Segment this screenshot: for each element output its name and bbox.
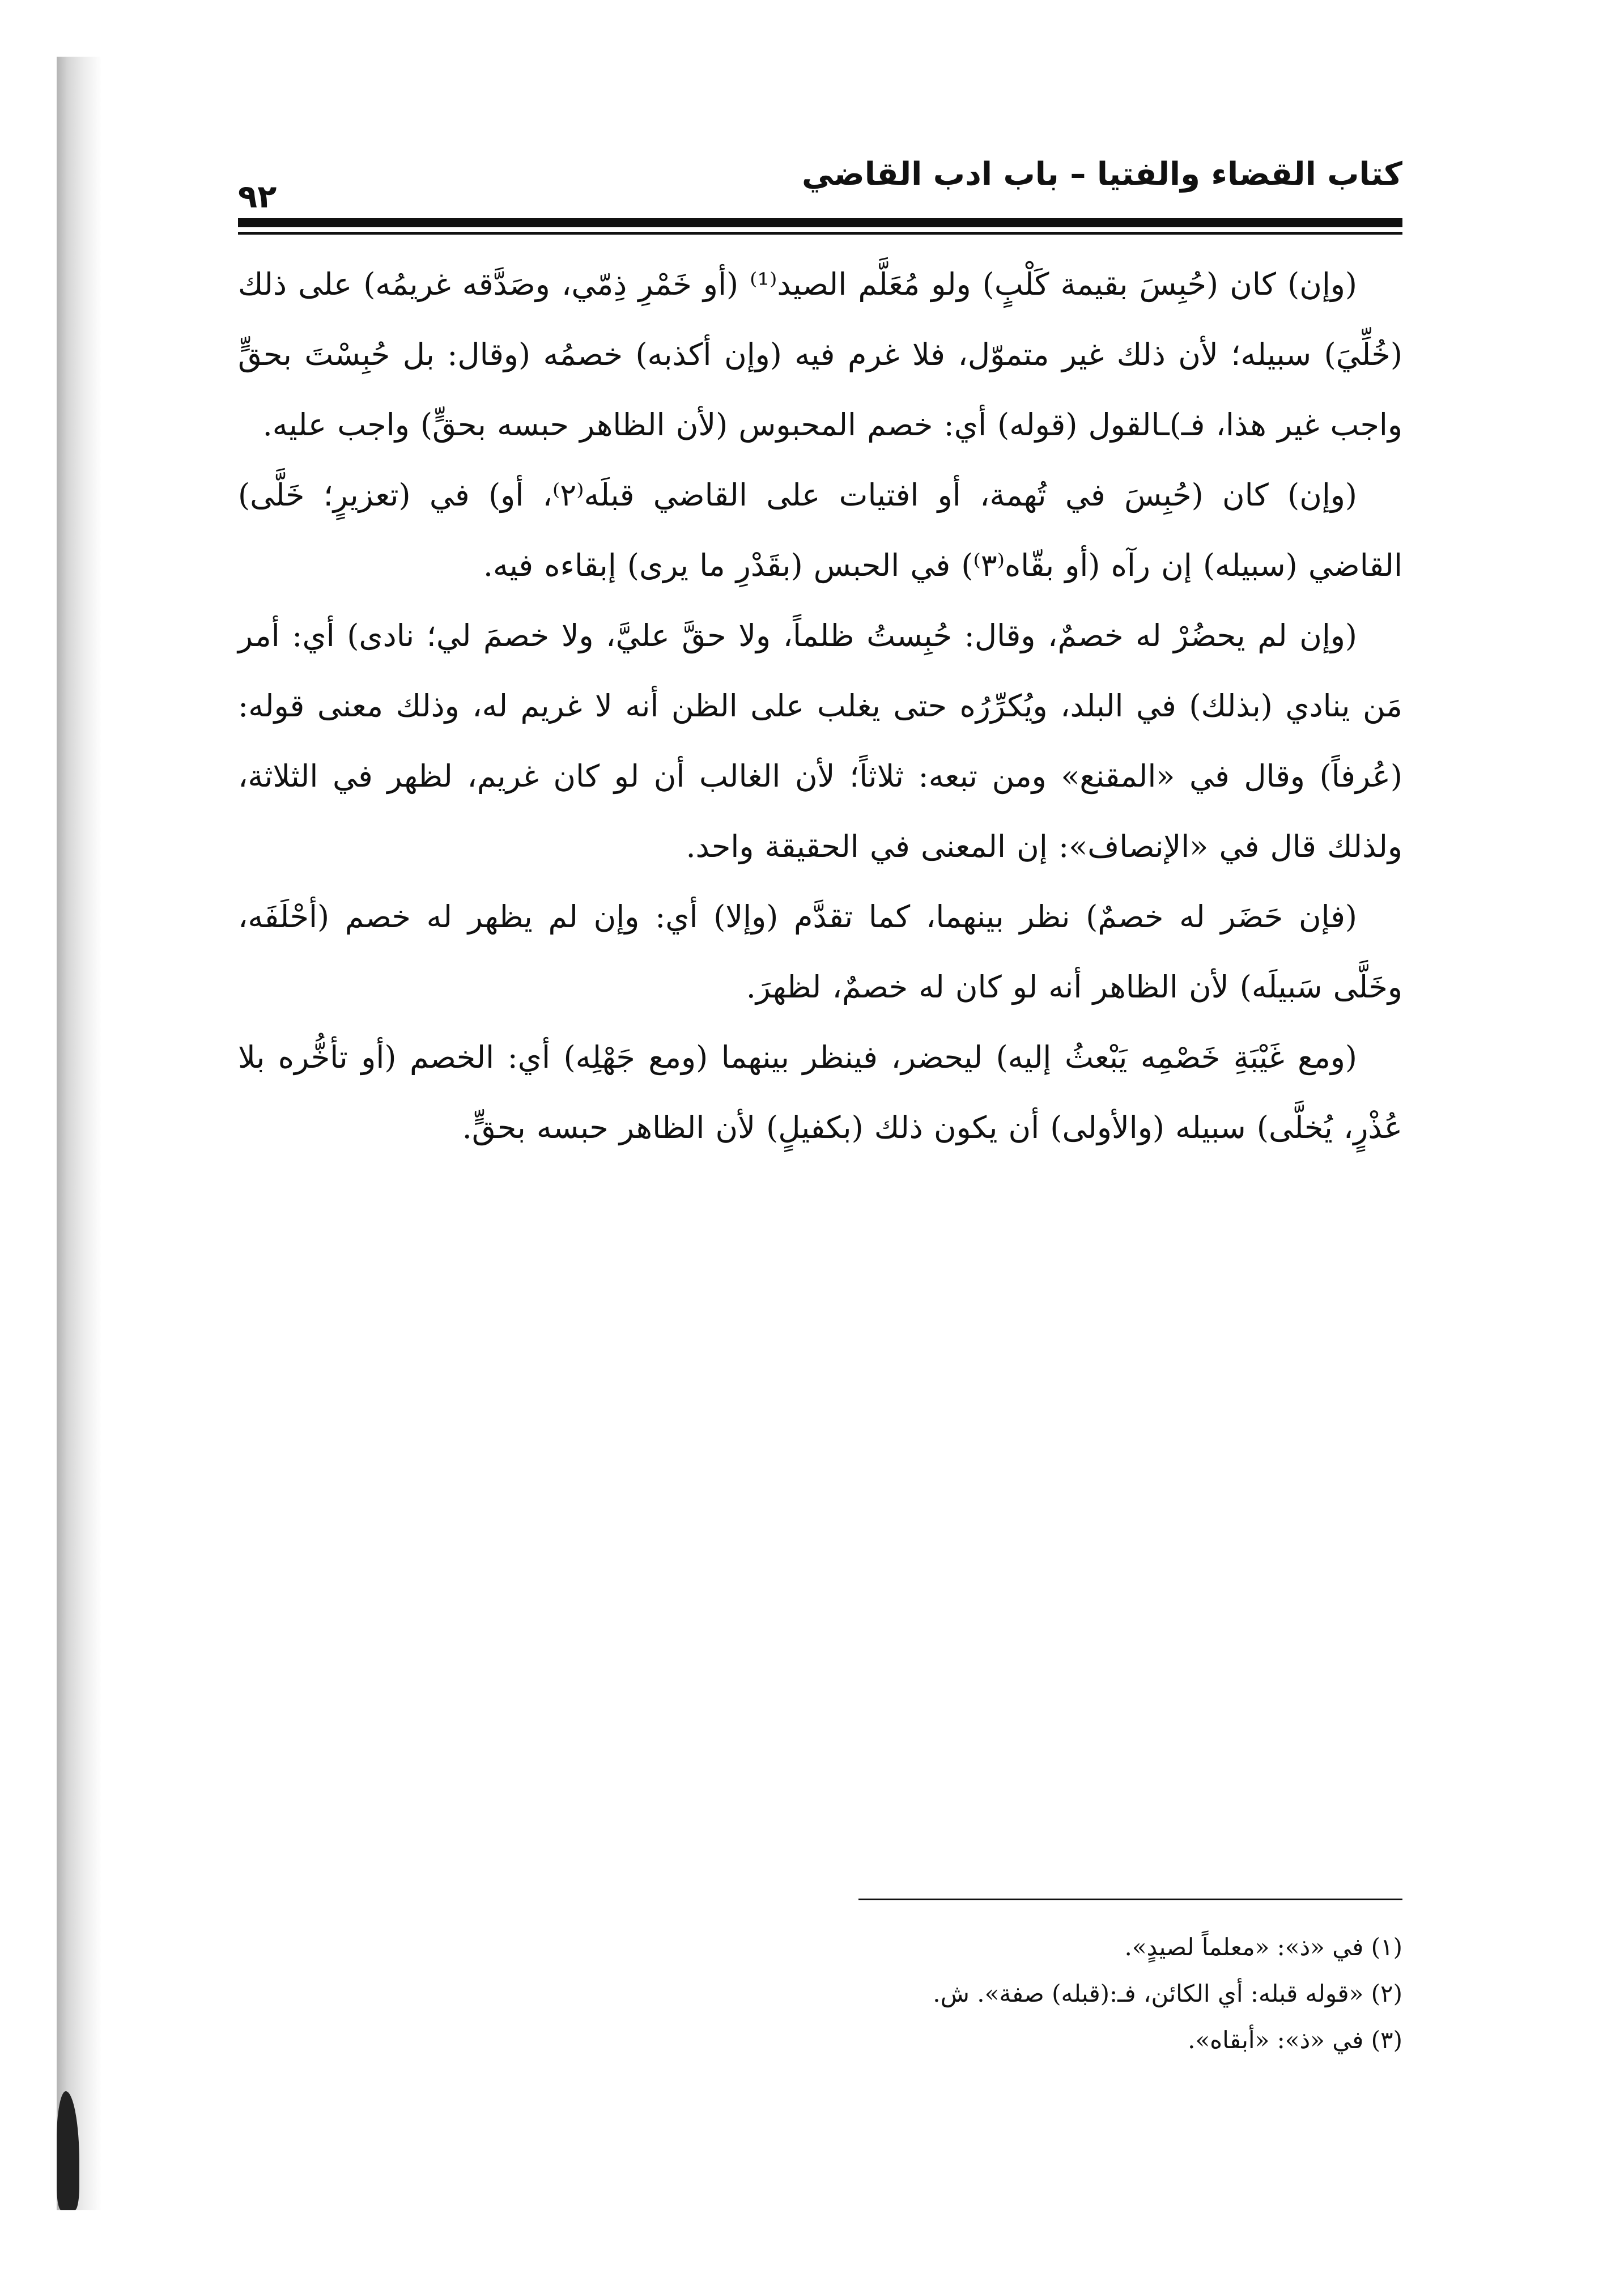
paragraph: (وإن) كان (حُبِسَ في تُهمة، أو افتيات على القاضي قبلَه⁽٢⁾، أو) في (تعزيرٍ؛ خَلَّى) القاضي (سبيله) إن رآه (أو بقّاه⁽٣⁾) في الحبس (بقَدْرِ ما يرى) إبقاءه فيه.: [238, 477, 1402, 583]
page-number: ٩٢: [238, 179, 277, 215]
book-page: [238, 145, 1402, 2054]
running-title: كتاب القضاء والفتيا – باب ادب القاضي: [801, 156, 1402, 193]
paragraph: (وإن لم يحضُرْ له خصمٌ، وقال: حُبِستُ ظلماً، ولا حقَّ عليَّ، ولا خصمَ لي؛ نادى) أي: أمر مَن ينادي (بذلك) في البلد، ويُكرِّرُه حتى يغلب على الظن أنه لا غريم له، وذلك معنى قوله: (عُرفاً) وقال في «المقنع» ومن تبعه: ثلاثاً؛ لأن الغالب أن لو كان غريم، لظهر في الثلاثة، ولذلك قال في «الإنصاف»: إن المعنى في الحقيقة واحد.: [238, 618, 1402, 864]
paragraph: (ومع غَيْبَةِ خَصْمِه يَبْعثُ إليه) ليحضر، فينظر بينهما (ومع جَهْلِه) أي: الخصم (أو تأخُّره بلا عُذْرٍ، يُخلَّى) سبيله (والأولى) أن يكون ذلك (بكفيلٍ) لأن الظاهر حبسه بحقٍّ.: [238, 1039, 1402, 1145]
header-rule-thin: [238, 232, 1402, 235]
scan-binding-shadow: [57, 57, 102, 2210]
footnote: (١) في «ذ»: «معلماً لصيدٍ».: [1124, 1933, 1402, 1961]
footnote: (٣) في «ذ»: «أبقاه».: [1188, 2026, 1402, 2054]
paragraph: (فإن حَضَر له خصمٌ) نظر بينهما، كما تقدَّم (وإلا) أي: وإن لم يظهر له خصم (أحْلَفَه، وخَلَّى سَبيلَه) لأن الظاهر أنه لو كان له خصمٌ، لظهرَ.: [238, 899, 1402, 1005]
page-header: [238, 145, 1402, 218]
footnotes: [238, 1924, 1402, 2063]
paragraph: (وإن) كان (حُبِسَ بقيمة كَلْبٍ) ولو مُعَلَّم الصيد⁽¹⁾ (أو خَمْرِ ذِمّي، وصَدَّقه غريمُه) على ذلك (خُلِّيَ) سبيله؛ لأن ذلك غير متموّل، فلا غرم فيه (وإن أكذبه) خصمُه (وقال: بل حُبِسْتَ بحقٍّ واجب غير هذا، فـ)ـالقول (قوله) أي: خصم المحبوس (لأن الظاهر حبسه بحقٍّ) واجب عليه.: [238, 266, 1402, 443]
footnote: (٢) «قوله قبله: أي الكائن، فـ:(قبله) صفة». ش.: [933, 1980, 1402, 2007]
footnote-separator: [858, 1899, 1402, 1900]
header-rule-thick: [238, 218, 1402, 227]
main-text: [238, 249, 1402, 1163]
